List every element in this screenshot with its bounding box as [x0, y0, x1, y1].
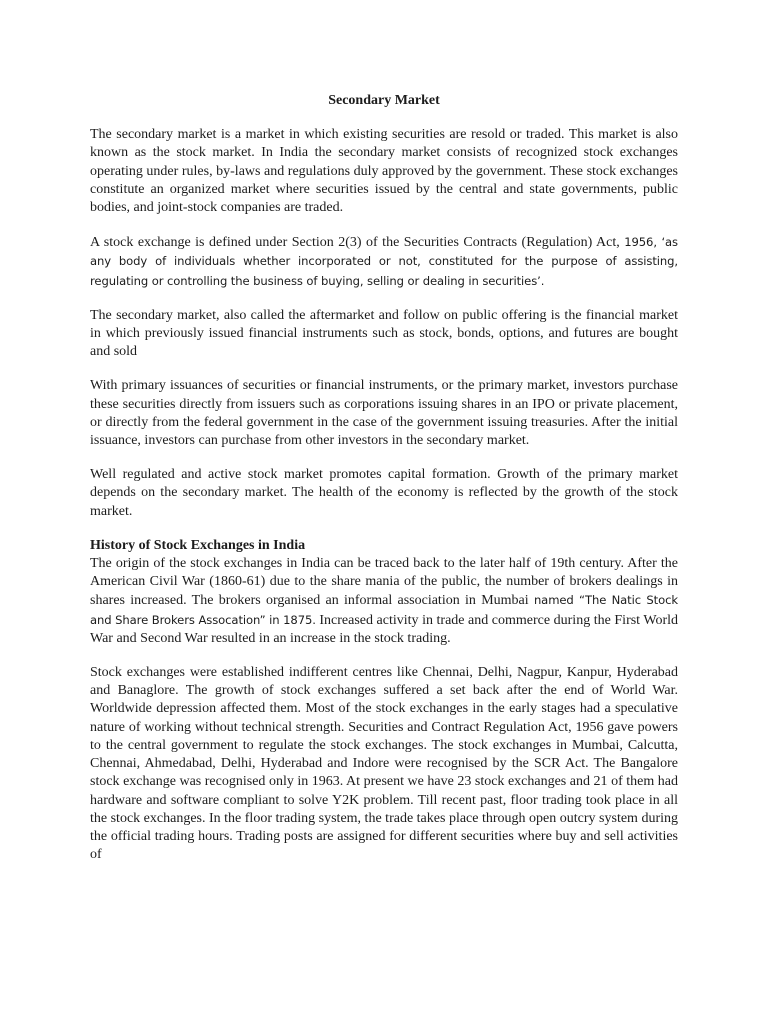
paragraph-text: The origin of the stock exchanges in India can be traced back to the later half of 19th century. After the American Civil War (1860-61) due to the share mania of the public, the number of brokers dealings in shares increased. The brokers organised an informal association in Mumbai [90, 556, 678, 609]
paragraph-quote: named “The Natic Stock and Share Brokers Assocation” in 1875. [90, 593, 678, 627]
document-page [90, 92, 678, 864]
paragraph-history-origin [90, 555, 678, 648]
document-title: Secondary Market [328, 93, 440, 108]
paragraph-text: Increased activity in trade and commerce during the First World War and Second War resulted in an increase in the stock trading. [90, 612, 678, 646]
paragraph-primary-issuances: With primary issuances of securities or financial instruments, or the primary market, investors purchase these securities directly from issuers such as corporations issuing shares in an IPO or private placement, or directly from the federal government in the case of the government issuing treasuries. After the initial issuance, investors can purchase from other investors in the secondary market. [90, 378, 678, 449]
section-heading-history: History of Stock Exchanges in India [90, 537, 306, 553]
paragraph-quote: 1956, ‘as any body of individuals whether incorporated or not, constituted for the purpose of assisting, regulating or controlling the business of buying, selling or dealing in securities’. [90, 235, 678, 288]
paragraph-text: A stock exchange is defined under Section 2(3) of the Securities Contracts (Regulation) Act, [90, 235, 625, 251]
paragraph-capital-formation: Well regulated and active stock market promotes capital formation. Growth of the primary market depends on the secondary market. The health of the economy is reflected by the growth of the stock market. [90, 467, 678, 519]
paragraph-stock-exchange-definition [90, 233, 678, 291]
paragraph-secondary-market-definition: The secondary market is a market in which existing securities are resold or traded. This market is also known as the stock market. In India the secondary market consists of recognized stock exchanges operating under rules, by-laws and regulations duly approved by the government. These stock exchanges constitute an organized market where securities issued by the central and state governments, public bodies, and joint-stock companies are traded. [90, 127, 678, 216]
paragraph-history-establishment: Stock exchanges were established indifferent centres like Chennai, Delhi, Nagpur, Kanpur, Hyderabad and Banaglore. The growth of stock exchanges suffered a set back after the end of World War. Worldwide depression affected them. Most of the stock exchanges in the early stages had a speculative nature of working without technical strength. Securities and Contract Regulation Act, 1956 gave powers to the central government to regulate the stock exchanges. The stock exchanges in Mumbai, Calcutta, Chennai, Ahmedabad, Delhi, Hyderabad and Indore were recognised by the SCR Act. The Bangalore stock exchange was recognised only in 1963. At present we have 23 stock exchanges and 21 of them had hardware and software compliant to solve Y2K problem. Till recent past, floor trading took place in all the stock exchanges. In the floor trading system, the trade takes place through open outcry system during the official trading hours. Trading posts are assigned for different securities where buy and sell activities of [90, 665, 678, 863]
paragraph-aftermarket: The secondary market, also called the aftermarket and follow on public offering is the financial market in which previously issued financial instruments such as stock, bonds, options, and futures are bought and sold [90, 307, 678, 360]
